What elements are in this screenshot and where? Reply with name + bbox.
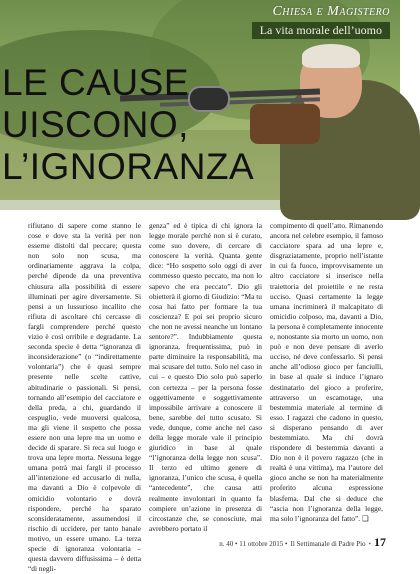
photo-gun-stock [250, 104, 320, 144]
photo-hunter-hair [302, 44, 360, 68]
section-subtitle: La vita morale dell’uomo [252, 22, 390, 39]
section-title: Chiesa e Magistero [272, 4, 390, 19]
section-header [252, 4, 390, 39]
body-column-3 [270, 221, 383, 523]
article-title [2, 62, 254, 188]
title-line-2: UISCONO, [2, 104, 189, 145]
page-number: 17 [374, 535, 386, 549]
body-text-col2: genza” ed è tipica di chi ignora la legge morale perché non si è curato, come suo dovere, di cercare di conoscere la verità. Quanta gente dice: “Ho sospetto solo oggi di aver commesso questo peccato, ma non lo sapevo che era peccato”. Dio gli obietterà il giorno di Giudizio: “Ma tu cosa hai fatto per formare la tua coscienza? E poi sei proprio sicuro che non ne avessi neanche un lontano sentore?”. Indubbiamente questa ignoranza, frequentissima, può in parte diminuire la responsabilità, ma mai scusare del tutto. Solo nel caso in cui – e questo Dio solo può saperlo con certezza – per la persona fosse oggettivamente e soggettivamente impossibile arrivare a conoscere il bene, sarebbe del tutto scusato. Si vede, dunque, come anche nel caso della legge morale vale il principio giuridico in base al quale “l’ignoranza della legge non scusa”. Il terzo ed ultimo genere di ignoranza, l’unico che scusa, è quella “antecedente”, che causa atti realmente involontari in quanto fa compiere un’azione in presenza di circostanze che, se conosciute, mai avrebbero portato il [149, 221, 262, 533]
body-column-1 [28, 221, 141, 574]
body-column-2 [149, 221, 262, 533]
header-photo [0, 0, 400, 200]
page-footer [219, 535, 386, 550]
title-line-1: LE CAUSE [2, 62, 190, 103]
title-line-3: L’IGNORANZA [2, 146, 255, 187]
footer-issue: n. 40 • 11 ottobre 2015 • [219, 540, 288, 548]
footer-publication: Il Settimanale di Padre Pio [290, 540, 366, 548]
body-text-col3: compimento di quell’atto. Rimanendo ancora nel celebre esempio, il famoso cacciatore spara ad una lepre e, disgraziatamente, proprio nell’istante in cui fa fuoco, improvvisamente un altro cacciatore si inserisce nella traiettoria del proiettile e ne resta ucciso. Quasi certamente la legge umana incriminerà il malcapitato di omicidio colposo, ma, davanti a Dio, la persona è completamente innocente e, nonostante sia morto un uomo, non può e non deve pensare di averlo ucciso, né deve confessarlo. Si pensi anche all’odioso gioco per fanciulli, in base al quale si induce l’ignaro destinatario del gioco a proferire, attraverso un escamotage, una bestemmia materiale al termine di esso. I ragazzi che cadono in questo, si disperano pensando di aver bestemmiato. Ma chi dovrà rispondere di bestemmia davanti a Dio non è il povero ragazzo (che in realtà è una vittima), ma l’autore del gioco anche se non ha materialmente proferito alcuna espressione blasfema. Dal che si deduce che “ascia non l’ignoranza della legge, ma solo l’ignoranza del fatto”. ❏ [270, 221, 383, 523]
footer-separator: • [368, 540, 371, 548]
body-text-col1: rifiutano di sapere come stanno le cose e dove sta la verità per non esserne distolti dal peccare; questa non solo non scusa, ma ordinariamente aggrava la colpa, perché dipende da una preventiva chiusura alla possibilità di essere illuminati per agire diversamente. Si pensi a un lussurioso incallito che rifiuta di ascoltare chi cercasse di fargli comprendere perché questo vizio è così orribile e degradante. La seconda specie è detta “ignoranza di inconsiderazione” (o “indirettamente volontaria”) che è quasi sempre presente nelle scelte cattive, abitudinarie o passionali. Si pensi, tornando all’esempio del cacciatore e della preda, a chi, guardando il cespuglio, vede muoversi qualcosa, ma gli viene il sospetto che possa essere non una lepre ma un uomo e decide di sparare. Si reca sul luogo e trova una lepre morta. Nessuna legge umana potrà mai fargli il processo all’intenzione ed accusarlo di nulla, ma davanti a Dio è colpevole di omicidio volontario e dovrà rispondere, perché ha sparato sconsideratamente, assumendosi il rischio di uccidere, per tanto banale motivo, un essere umano. La terza specie di ignoranza volontaria – questa davvero diffusissima – è detta “di negli- [28, 221, 141, 574]
